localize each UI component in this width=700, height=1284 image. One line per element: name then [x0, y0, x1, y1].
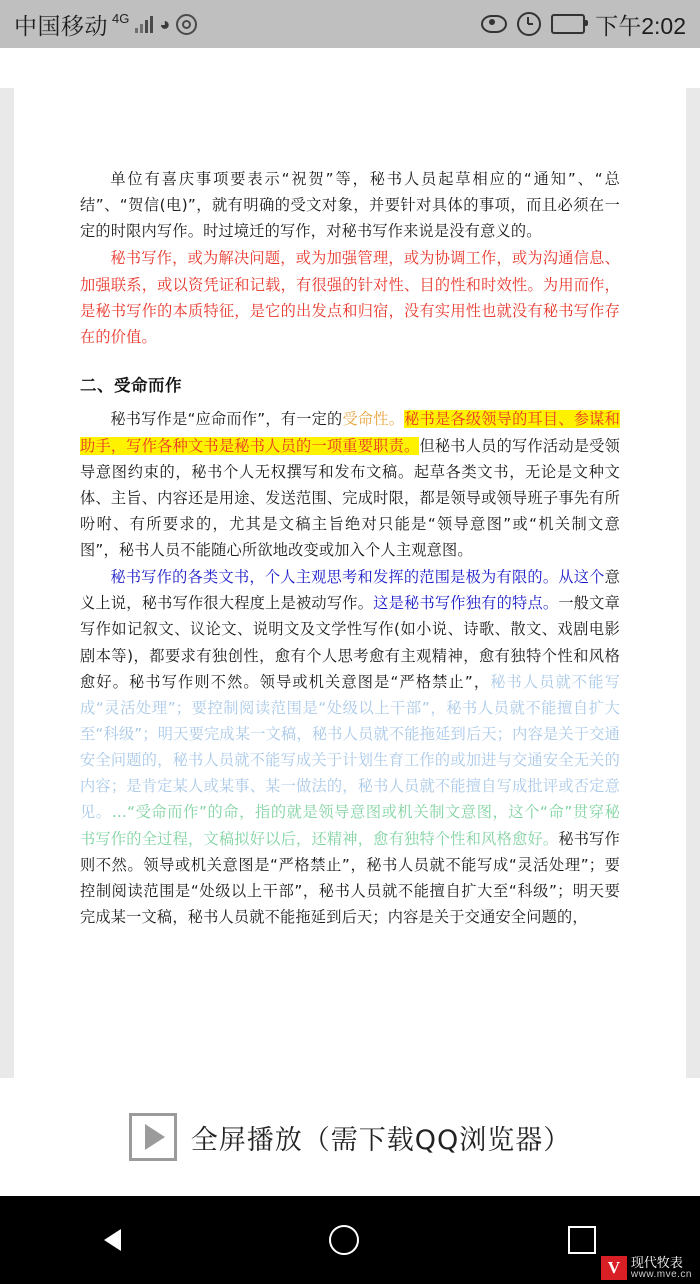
paragraph-1-run-1: 单位有喜庆事项要表示“祝贺”等，秘书人员起草相应的“通知”、“总结”、“贺信(电)”，就有明确的受文对象，并要针对具体的事项，而且必须在一定的时限内写作。时过境迁的写作，对秘书写作来说是没有意义的。 [80, 170, 620, 241]
document-page [14, 88, 686, 1078]
document-text [80, 166, 620, 930]
watermark-line2: www.mve.cn [630, 1268, 692, 1280]
paragraph-3 [80, 406, 620, 563]
network-type-label: 4G [112, 10, 130, 26]
paragraph-4-run-7: 秘书写作则不然。领导或机关意图是“严格禁止”，秘书人员就不能写成“灵活处理”；要控制阅读范围是“处级以上干部”，秘书人员就不能擅自扩大至“科级”；明天要完成某一文稿，秘书人员就不能拖延到后天；内容是关于交通安全问题的， [80, 829, 620, 927]
home-circle-icon[interactable] [329, 1225, 359, 1255]
paragraph-3-run-1: 秘书写作是“应命而作”，有一定的 [110, 410, 343, 429]
spiral-icon [176, 14, 197, 35]
paragraph-4-run-1: 秘书写作的各类文书，个人主观思考和发挥的范围是极为有限的。从这个 [110, 568, 605, 587]
alarm-clock-icon [517, 12, 541, 36]
paragraph-3-run-3-highlight: 秘书是各级领导的耳目、参谋和助手，写作各种文书是秘书人员的一项重要职责。 [80, 410, 620, 455]
paragraph-4-run-4: 一般文章写作如记叙文、议论文、说明文及文学性写作(如小说、诗歌、散文、戏剧电影剧本等)，都要求有独创性，愈有个人思考愈有主观精神，愈有独特个性和风格愈好。秘书写作则不然。领导或机关意图是“严格禁止”， [80, 594, 620, 691]
signal-bars-icon [135, 15, 153, 33]
section-heading: 二、受命而作 [80, 375, 182, 395]
fullscreen-play-bar[interactable] [0, 1078, 700, 1196]
android-nav-bar [0, 1196, 700, 1284]
top-spacer [0, 48, 700, 88]
status-bar-clock: 下午2:02 [595, 12, 686, 39]
watermark-text [631, 1256, 692, 1280]
recent-square-icon[interactable] [568, 1226, 596, 1254]
paragraph-2-run-1: 秘书写作，或为解决问题，或为加强管理，或为协调工作，或为沟通信息、加强联系，或以资凭证和记载，有很强的针对性、目的性和时效性。为用而作，是秘书写作的本质特征，是它的出发点和归宿，没有实用性也就没有秘书写作存在的价值。 [80, 249, 620, 346]
paragraph-4-run-2: 意义上说，秘书写作很大程度上是被动写作。 [80, 568, 620, 613]
document-viewport[interactable] [0, 88, 700, 1078]
paragraph-4-run-6: …“受命而作”的命，指的就是领导意图或机关制文意图，这个“命”贯穿秘书写作的全过程，文稿拟好以后，还精神，愈有独特个性和风格愈好。 [80, 803, 620, 848]
wifi-icon: ◕ [159, 14, 171, 34]
back-triangle-icon[interactable] [104, 1229, 121, 1251]
watermark [601, 1256, 692, 1280]
paragraph-4 [80, 564, 620, 930]
paragraph-3-run-2: 受命性。 [342, 410, 405, 429]
paragraph-4-run-3: 这是秘书写作独有的特点。 [373, 594, 559, 613]
eye-icon [481, 15, 507, 33]
status-bar [0, 0, 700, 48]
paragraph-2 [80, 245, 620, 350]
paragraph-3-run-4: 但秘书人员的写作活动是受领导意图约束的，秘书个人无权撰写和发布文稿。起草各类文书，无论是文种文体、主旨、内容还是用途、发送范围、完成时限，都是领导或领导班子事先有所吩咐、有所要求的，尤其是文稿主旨绝对只能是“领导意图”或“机关制文意图”，秘书人员不能随心所欲地改变或加入个人主观意图。 [80, 436, 620, 560]
status-bar-left [14, 8, 197, 41]
fullscreen-play-label: 全屏播放（需下载QQ浏览器） [190, 1124, 572, 1156]
watermark-line1: 现代牧表 [630, 1254, 683, 1270]
watermark-logo-icon: V [601, 1256, 627, 1280]
status-bar-right [481, 8, 686, 41]
battery-icon [551, 14, 585, 34]
paragraph-1 [80, 166, 620, 244]
paragraph-4-run-5: 秘书人员就不能写成“灵活处理”；要控制阅读范围是“处级以上干部”，秘书人员就不能擅自扩大至“科级”；明天要完成某一文稿，秘书人员就不能拖延到后天；内容是关于交通安全问题的，秘书人员就不能写成关于计划生育工作的或加进与交通安全无关的内容；是肯定某人或某事、某一做法的，秘书人员就不能擅自写成批评或否定意见。 [80, 672, 620, 822]
play-triangle-icon[interactable] [129, 1113, 177, 1161]
carrier-label: 中国移动 [14, 12, 108, 39]
